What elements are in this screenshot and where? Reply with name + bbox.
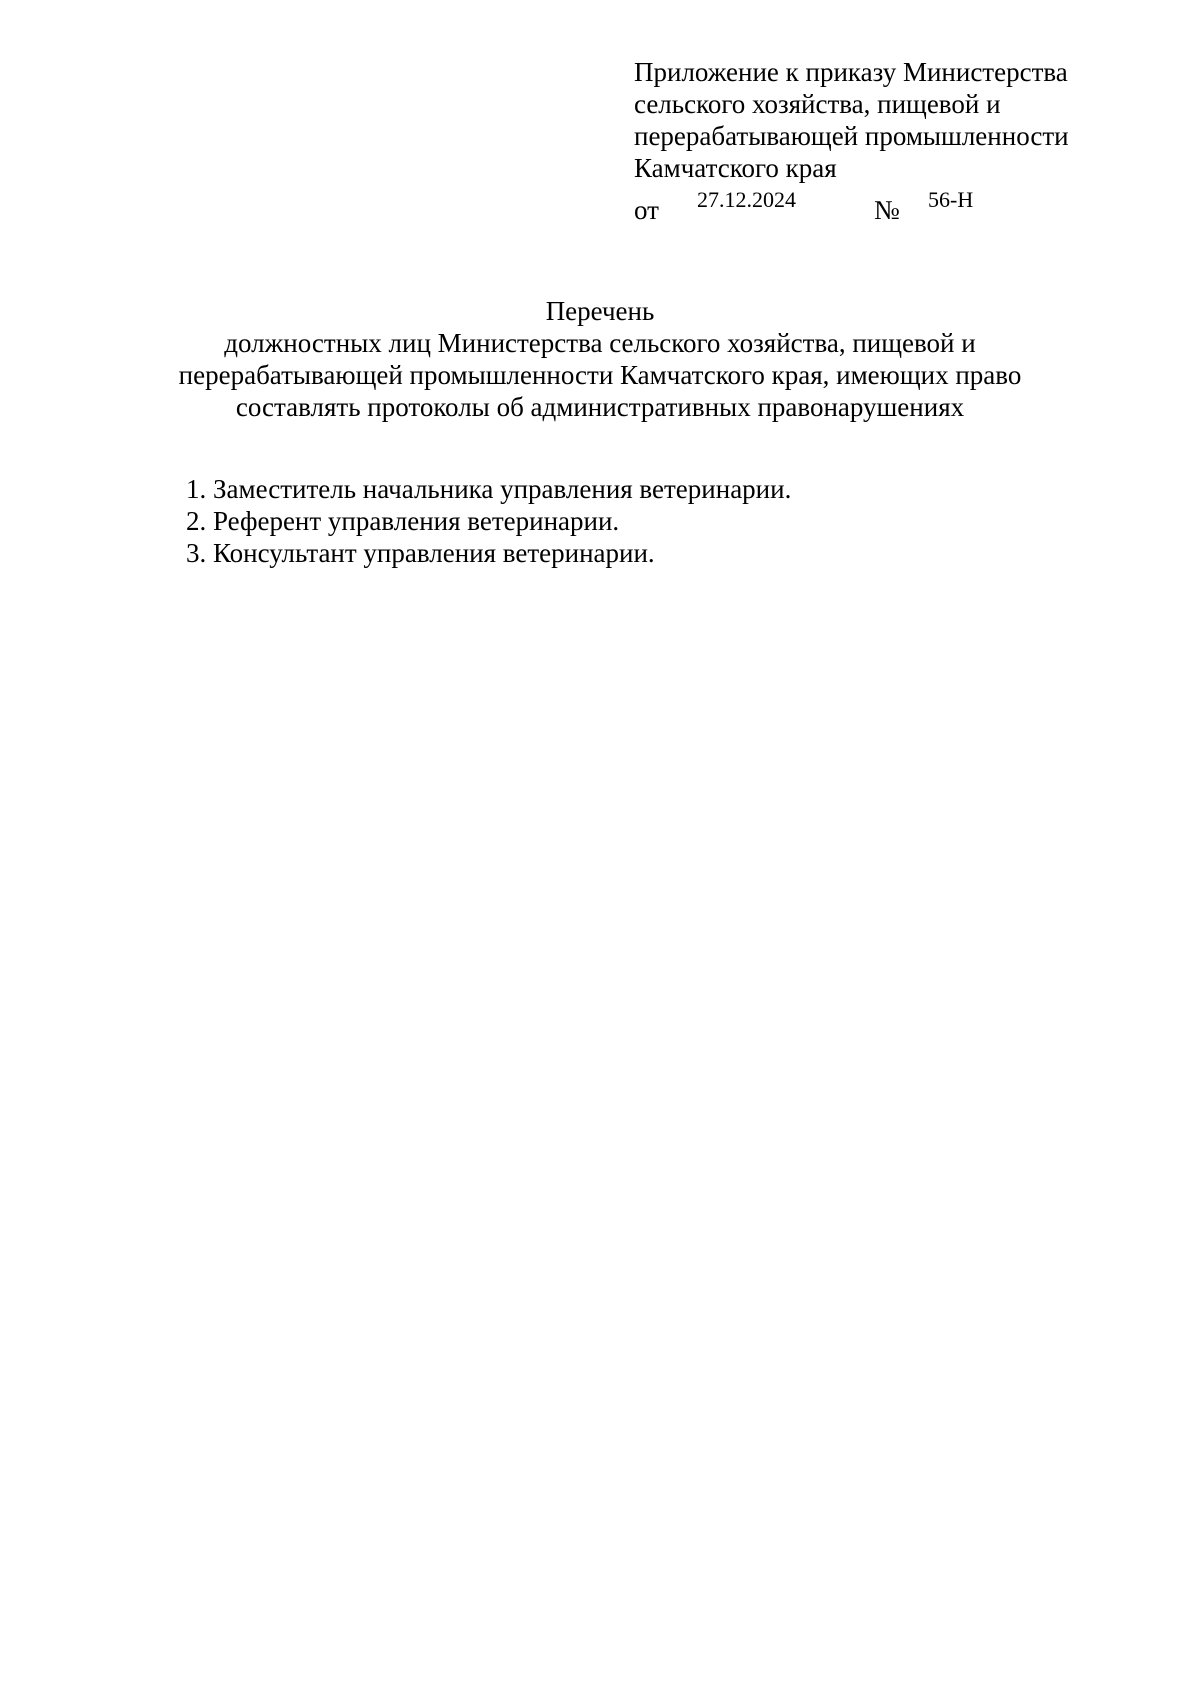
appendix-header: [634, 56, 1094, 184]
order-number-sign: №: [874, 195, 900, 225]
positions-list: [186, 473, 1066, 569]
list-item: 2. Референт управления ветеринарии.: [186, 506, 620, 536]
order-number: 56-Н: [928, 187, 974, 212]
appendix-line: Камчатского края: [634, 153, 837, 183]
document-title: [100, 295, 1100, 423]
title-line: должностных лиц Министерства сельского хозяйства, пищевой и: [224, 328, 976, 358]
list-item: 1. Заместитель начальника управления ветеринарии.: [186, 474, 792, 504]
title-heading: Перечень: [545, 296, 655, 326]
appendix-line: перерабатывающей промышленности: [634, 121, 1069, 151]
appendix-line: сельского хозяйства, пищевой и: [634, 89, 1001, 119]
order-from-label: от: [634, 195, 659, 225]
title-line: составлять протоколы об административных правонарушениях: [235, 392, 965, 422]
list-item: 3. Консультант управления ветеринарии.: [186, 538, 655, 568]
order-meta: [634, 187, 1094, 225]
title-line: перерабатывающей промышленности Камчатского края, имеющих право: [178, 360, 1022, 390]
order-date: 27.12.2024: [697, 187, 796, 212]
appendix-line: Приложение к приказу Министерства: [634, 57, 1068, 87]
